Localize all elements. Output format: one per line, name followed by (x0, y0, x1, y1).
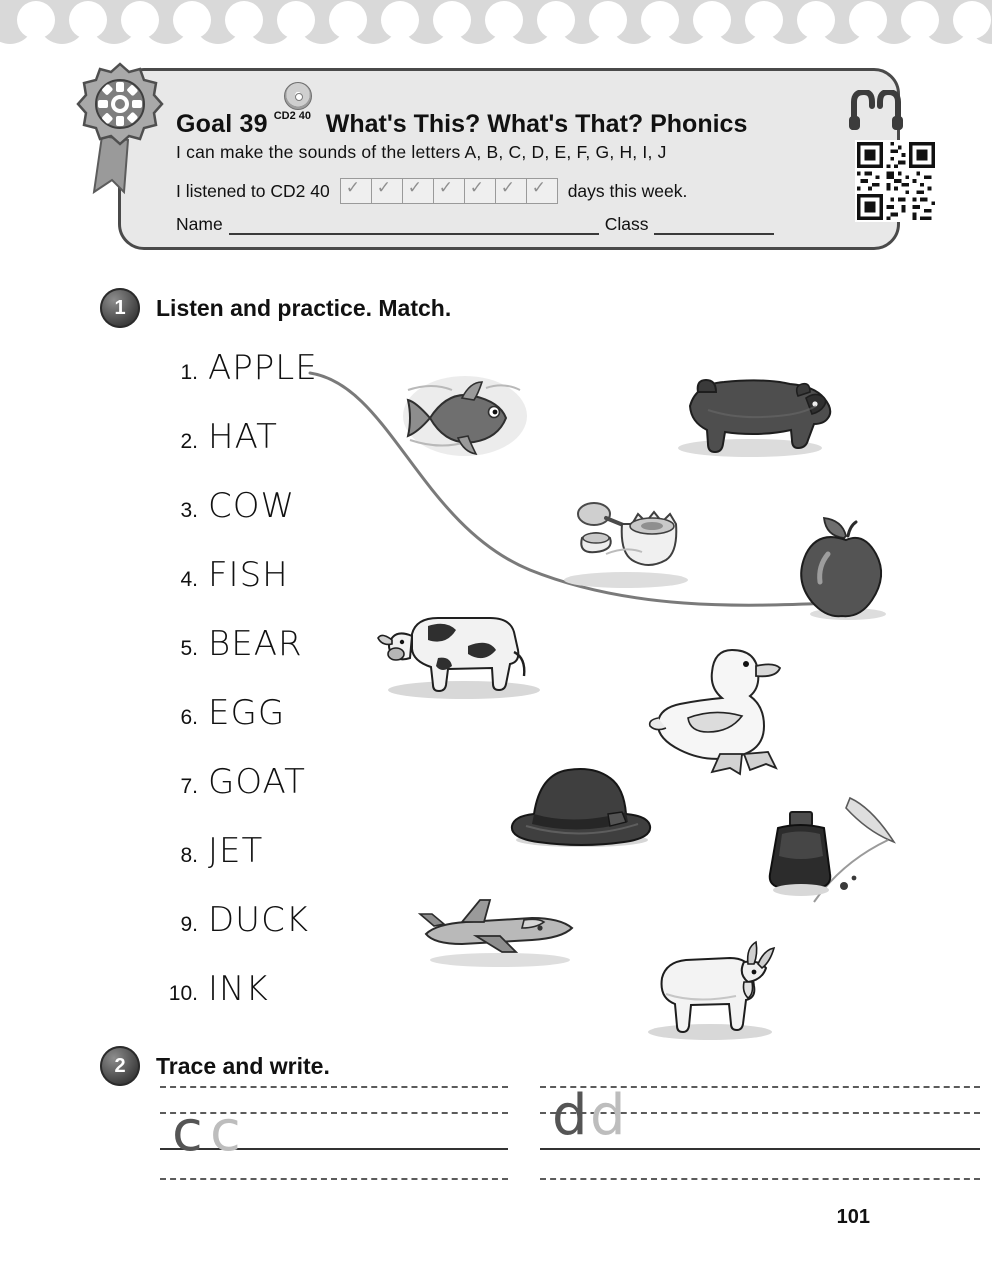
list-item[interactable] (150, 348, 370, 417)
hat-picture[interactable] (508, 760, 658, 852)
earbuds-icon (848, 90, 904, 130)
day-checkbox[interactable] (495, 178, 526, 204)
goal-number: Goal 39 (176, 110, 268, 138)
word-index: 6. (180, 706, 198, 729)
trace-letter-ghost[interactable]: c (210, 1099, 241, 1164)
page-number: 101 (836, 1206, 870, 1228)
list-item[interactable] (150, 417, 370, 486)
word-text: DUCK (208, 900, 310, 940)
name-label: Name (176, 214, 223, 234)
cow-picture[interactable] (372, 592, 552, 702)
activity-number-badge: 1 (100, 288, 140, 328)
list-item[interactable] (150, 693, 370, 762)
activity-instruction: Trace and write. (156, 1052, 330, 1079)
goal-title-row (176, 98, 747, 139)
days-checkbox-strip[interactable] (340, 178, 558, 204)
word-text: FISH (208, 555, 289, 595)
word-text: JET (208, 831, 264, 871)
class-input-line[interactable] (654, 219, 774, 235)
bear-picture[interactable] (668, 352, 838, 462)
word-index: 8. (180, 844, 198, 867)
list-item[interactable] (150, 624, 370, 693)
word-index: 4. (180, 568, 198, 591)
trace-guide-bottom (540, 1178, 980, 1180)
trace-row-d[interactable] (540, 1083, 980, 1166)
apple-picture[interactable] (792, 510, 902, 622)
list-item[interactable] (150, 969, 370, 1038)
name-input-line[interactable] (229, 219, 599, 235)
trace-letter-ghost[interactable]: d (590, 1083, 626, 1148)
day-checkbox[interactable] (371, 178, 402, 204)
listen-suffix: days this week. (567, 180, 688, 201)
word-index: 7. (180, 775, 198, 798)
word-text: GOAT (208, 762, 306, 802)
jet-picture[interactable] (414, 890, 584, 970)
activity-1-header (100, 288, 451, 328)
day-checkbox[interactable] (433, 178, 464, 204)
word-text: BEAR (208, 624, 303, 664)
word-index: 2. (180, 430, 198, 453)
word-index: 9. (180, 913, 198, 936)
listen-prefix: I listened to CD2 40 (176, 180, 330, 201)
trace-row-c[interactable] (160, 1086, 508, 1166)
list-item[interactable] (150, 762, 370, 831)
list-item[interactable] (150, 900, 370, 969)
can-do-statement: I can make the sounds of the letters A, B, C, D, E, F, G, H, I, J (176, 142, 667, 162)
trace-guide-bottom (160, 1178, 508, 1180)
goal-title: What's This? What's That? Phonics (325, 110, 748, 138)
word-index: 1. (180, 361, 198, 384)
decorative-scallop-band (0, 0, 992, 46)
award-rosette-icon (72, 58, 168, 198)
qr-code-icon[interactable] (855, 140, 937, 222)
cd-track-label: CD2 40 (273, 110, 312, 122)
trace-letter-model: d (552, 1083, 588, 1148)
ink-bottle-picture[interactable] (752, 790, 902, 906)
word-text: COW (208, 486, 296, 526)
name-class-row (176, 214, 774, 235)
activity-instruction: Listen and practice. Match. (156, 294, 452, 321)
egg-picture[interactable] (548, 480, 698, 590)
cd-disc-icon (274, 98, 320, 132)
word-index: 5. (180, 637, 198, 660)
list-item[interactable] (150, 486, 370, 555)
goat-picture[interactable] (636, 934, 786, 1044)
trace-letter-model: c (172, 1099, 203, 1164)
word-index: 10. (168, 982, 198, 1005)
day-checkbox[interactable] (526, 178, 558, 204)
activity-2-header (100, 1046, 330, 1086)
class-label: Class (604, 214, 649, 234)
day-checkbox[interactable] (464, 178, 495, 204)
word-text: APPLE (208, 348, 318, 388)
word-list (150, 348, 370, 1038)
day-checkbox[interactable] (340, 178, 371, 204)
list-item[interactable] (150, 555, 370, 624)
list-item[interactable] (150, 831, 370, 900)
duck-picture[interactable] (648, 636, 798, 776)
trace-baseline (540, 1148, 980, 1150)
day-checkbox[interactable] (402, 178, 433, 204)
word-text: HAT (208, 417, 278, 457)
listening-log-row (176, 178, 687, 204)
word-text: EGG (208, 693, 286, 733)
activity-number-badge: 2 (100, 1046, 140, 1086)
trace-guide-top (160, 1086, 508, 1088)
word-index: 3. (180, 499, 198, 522)
word-text: INK (208, 969, 269, 1009)
fish-picture[interactable] (400, 362, 530, 468)
